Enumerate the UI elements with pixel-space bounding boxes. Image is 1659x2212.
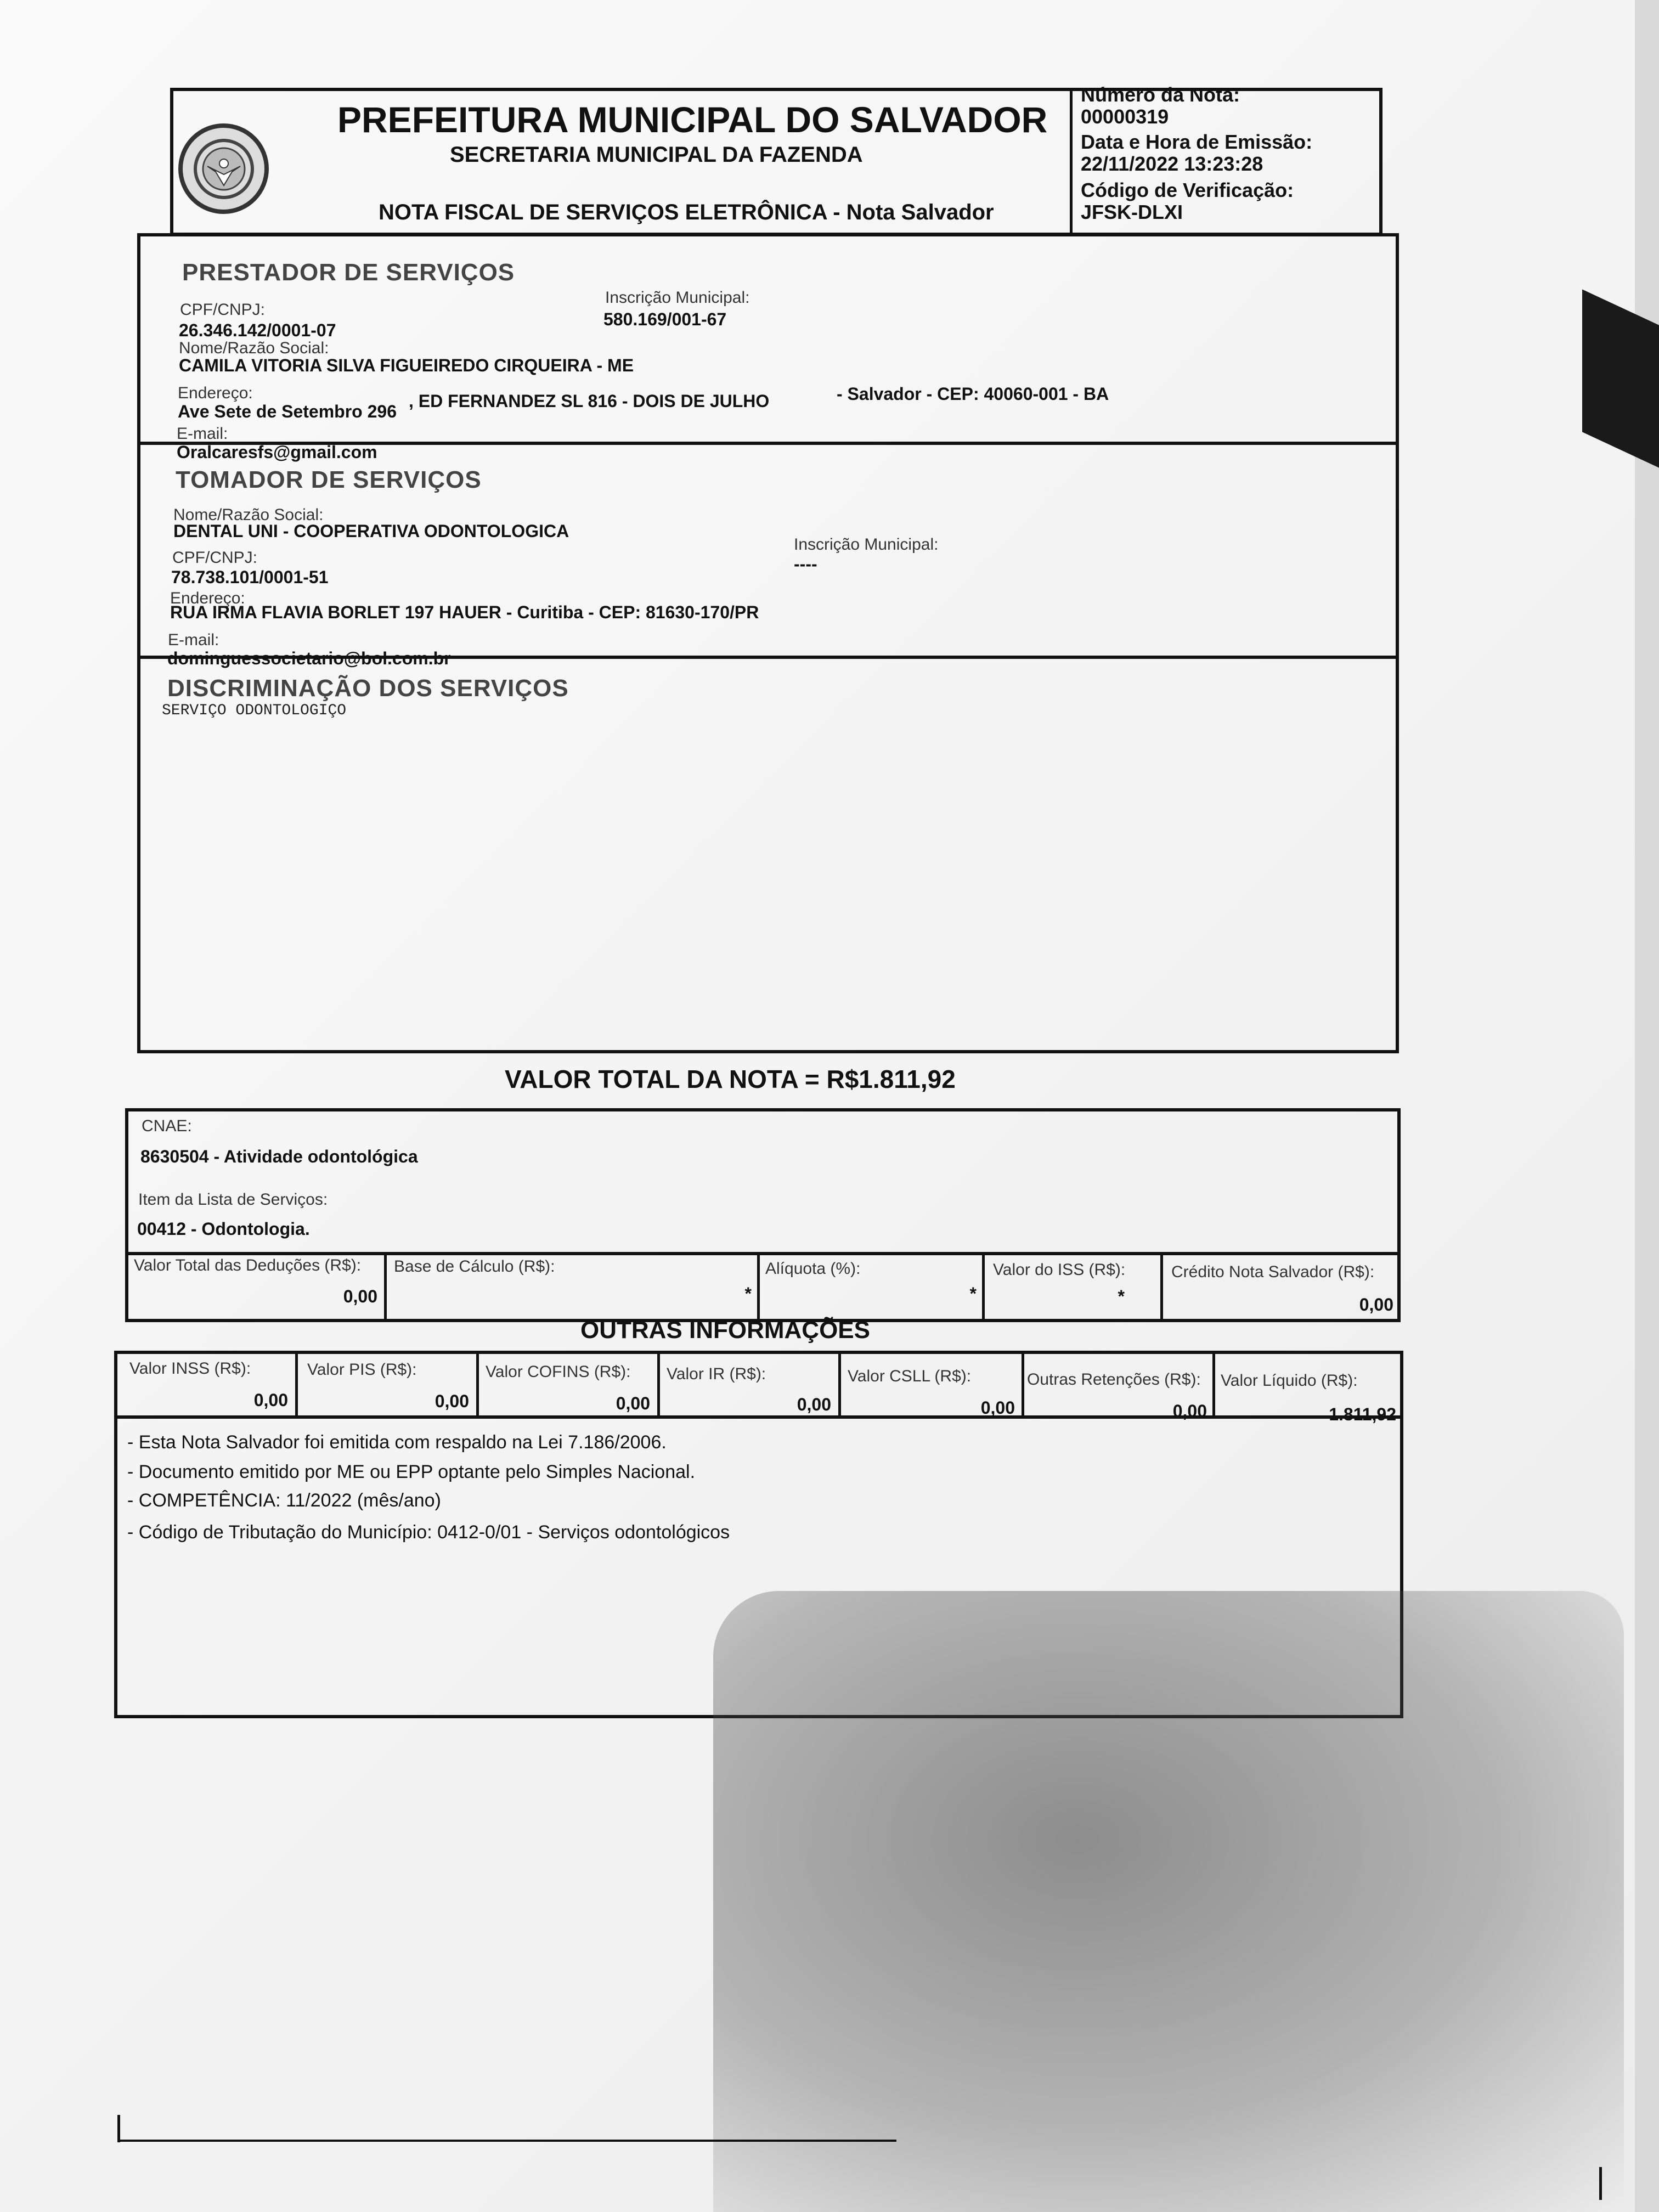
valor-iss-label: Valor do ISS (R$): (993, 1261, 1126, 1279)
outras-retencoes-label: Outras Retenções (R$): (1027, 1370, 1201, 1389)
aliquota-value: * (969, 1284, 977, 1304)
page-title: PREFEITURA MUNICIPAL DO SALVADOR (337, 99, 1048, 140)
tomador-endereco: RUA IRMA FLAVIA BORLET 197 HAUER - Curitiba - CEP: 81630-170/PR (170, 602, 759, 622)
verificacao-label: Código de Verificação: (1081, 179, 1294, 201)
emissao-value: 22/11/2022 13:23:28 (1081, 153, 1263, 175)
shadow (713, 1591, 1624, 2212)
tomador-cnpj: 78.738.101/0001-51 (171, 567, 329, 587)
nota-linha-1: - Esta Nota Salvador foi emitida com respaldo na Lei 7.186/2006. (127, 1432, 667, 1453)
prestador-section-title: PRESTADOR DE SERVIÇOS (182, 259, 515, 286)
prestador-endereco-2: , ED FERNANDEZ SL 816 - DOIS DE JULHO (409, 391, 770, 411)
nota-numero-label: Número da Nota: (1081, 83, 1240, 106)
discriminacao-section-title: DISCRIMINAÇÃO DOS SERVIÇOS (167, 675, 569, 702)
item-lista-label: Item da Lista de Serviços: (138, 1190, 328, 1209)
prestador-email: Oralcaresfs@gmail.com (177, 442, 377, 462)
city-seal-icon (178, 123, 269, 214)
ir-value: 0,00 (797, 1395, 831, 1414)
inss-value: 0,00 (253, 1390, 288, 1410)
outras-informacoes-title: OUTRAS INFORMAÇÕES (580, 1317, 870, 1344)
pis-value: 0,00 (435, 1391, 469, 1411)
tomador-nome: DENTAL UNI - COOPERATIVA ODONTOLOGICA (173, 521, 569, 541)
emissao-label: Data e Hora de Emissão: (1081, 131, 1313, 153)
nota-linha-3: - COMPETÊNCIA: 11/2022 (mês/ano) (127, 1490, 441, 1511)
verificacao-value: JFSK-DLXI (1081, 201, 1183, 223)
prestador-im-label: Inscrição Municipal: (605, 289, 750, 307)
valor-iss-value: * (1118, 1286, 1125, 1306)
cnae-label: CNAE: (142, 1117, 192, 1135)
nota-numero: 00000319 (1081, 105, 1169, 128)
valor-liquido-value: 1.811,92 (1329, 1404, 1396, 1424)
credito-value: 0,00 (1359, 1295, 1393, 1314)
tomador-section-title: TOMADOR DE SERVIÇOS (176, 466, 482, 493)
prestador-email-label: E-mail: (177, 425, 228, 443)
tomador-email-label: E-mail: (168, 631, 219, 649)
csll-value: 0,00 (980, 1398, 1015, 1418)
credito-label: Crédito Nota Salvador (R$): (1171, 1263, 1375, 1281)
base-calculo-label: Base de Cálculo (R$): (394, 1257, 555, 1276)
tomador-cnpj-label: CPF/CNPJ: (172, 549, 258, 567)
item-lista-value: 00412 - Odontologia. (137, 1219, 310, 1239)
tomador-email: dominguessocietario@bol.com.br (167, 648, 451, 668)
inss-label: Valor INSS (R$): (129, 1359, 251, 1378)
discriminacao-text: SERVIÇO ODONTOLOGIÇO (162, 702, 347, 719)
cofins-value: 0,00 (616, 1393, 650, 1413)
prestador-endereco-1: Ave Sete de Setembro 296 (178, 402, 397, 421)
cofins-label: Valor COFINS (R$): (486, 1363, 631, 1381)
valor-total: VALOR TOTAL DA NOTA = R$1.811,92 (505, 1065, 956, 1093)
prestador-cnpj: 26.346.142/0001-07 (179, 320, 336, 340)
base-calculo-value: * (744, 1284, 752, 1304)
document-type: NOTA FISCAL DE SERVIÇOS ELETRÔNICA - Nota Salvador (379, 200, 994, 224)
tomador-endereco-label: Endereço: (170, 589, 245, 607)
aliquota-label: Alíquota (%): (765, 1260, 861, 1278)
tomador-im-label: Inscrição Municipal: (794, 535, 939, 554)
outras-retencoes-value: 0,00 (1172, 1401, 1207, 1421)
prestador-nome-label: Nome/Razão Social: (179, 339, 329, 357)
deducoes-label: Valor Total das Deduções (R$): (134, 1256, 362, 1274)
cnae-value: 8630504 - Atividade odontológica (140, 1147, 418, 1166)
prestador-endereco-3: - Salvador - CEP: 40060-001 - BA (837, 384, 1109, 404)
prestador-endereco-label: Endereço: (178, 384, 253, 402)
prestador-nome: CAMILA VITORIA SILVA FIGUEIREDO CIRQUEIRA - ME (179, 356, 634, 375)
tomador-im: ---- (794, 554, 817, 574)
page-subtitle: SECRETARIA MUNICIPAL DA FAZENDA (450, 143, 863, 167)
nota-linha-4: - Código de Tributação do Município: 0412-0/01 - Serviços odontológicos (127, 1522, 730, 1543)
prestador-im: 580.169/001-67 (603, 309, 727, 329)
valor-liquido-label: Valor Líquido (R$): (1221, 1372, 1358, 1390)
tomador-nome-label: Nome/Razão Social: (173, 506, 324, 524)
prestador-cnpj-label: CPF/CNPJ: (180, 301, 266, 319)
nota-linha-2: - Documento emitido por ME ou EPP optante pelo Simples Nacional. (127, 1462, 696, 1482)
pis-label: Valor PIS (R$): (307, 1361, 417, 1379)
deducoes-value: 0,00 (343, 1286, 377, 1306)
ir-label: Valor IR (R$): (667, 1365, 766, 1383)
csll-label: Valor CSLL (R$): (848, 1367, 972, 1385)
servico-box (125, 1108, 1401, 1322)
